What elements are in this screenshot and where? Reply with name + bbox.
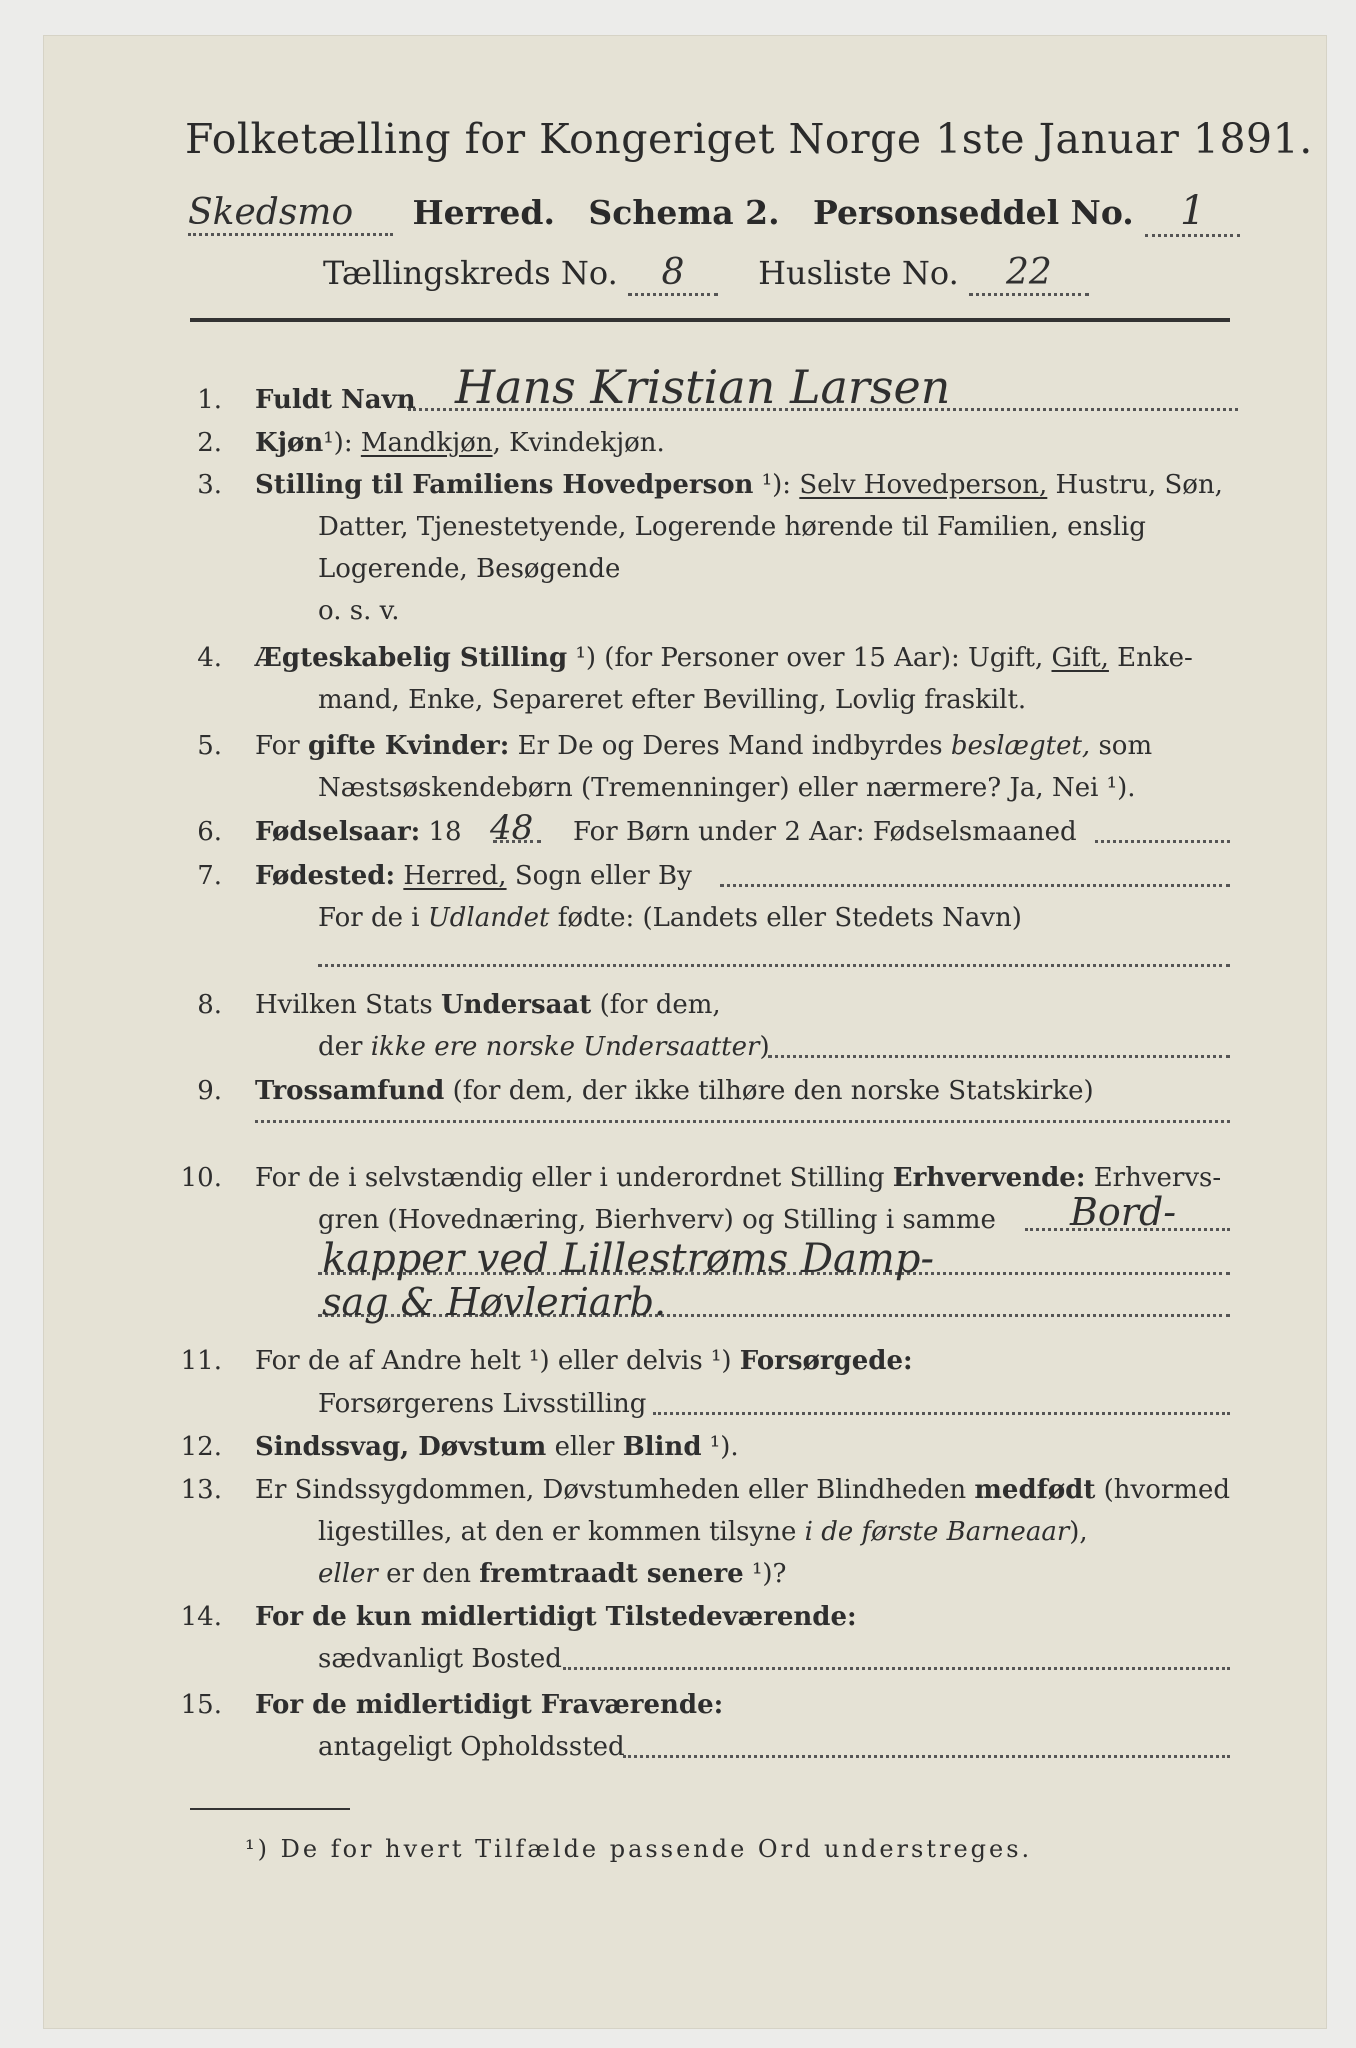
kreds-line xyxy=(323,252,1089,296)
item-number: 14. xyxy=(180,1602,222,1632)
schema-label: Schema 2. xyxy=(588,193,780,232)
header-rule xyxy=(190,318,1230,322)
answer-line xyxy=(1095,840,1230,843)
question-medfodt-cont: ligestilles, at den er kommen tilsyne i de første Barneaar), xyxy=(318,1517,1088,1547)
answer-line xyxy=(623,1755,1230,1758)
item-number: 2. xyxy=(197,428,222,458)
question-opholdssted: antageligt Opholdssted xyxy=(318,1732,625,1762)
item-number: 8. xyxy=(197,990,222,1020)
personseddel-value: 1 xyxy=(1145,188,1240,237)
question-medfodt: Er Sindssygdommen, Døvstumheden eller Blindheden medfødt (hvormed xyxy=(255,1475,1230,1505)
question-undersaat-cont: der ikke ere norske Undersaatter) xyxy=(318,1032,770,1062)
answer-occupation: Bord- xyxy=(1070,1190,1177,1234)
item-number: 4. xyxy=(197,643,222,673)
question-trossamfund: Trossamfund (for dem, der ikke tilhøre den norske Statskirke) xyxy=(255,1076,1094,1106)
question-sindssvag: Sindssvag, Døvstum eller Blind ¹). xyxy=(255,1432,739,1462)
item-number: 3. xyxy=(197,470,222,500)
herred-value: Skedsmo xyxy=(188,192,393,236)
item-number: 9. xyxy=(197,1076,222,1106)
item-number: 13. xyxy=(180,1475,222,1505)
question-tilstedevaerende: For de kun midlertidigt Tilstedeværende: xyxy=(255,1602,857,1632)
question-fravaerende: For de midlertidigt Fraværende: xyxy=(255,1690,724,1720)
question-erhverv: For de i selvstændig eller i underordnet Stilling Erhvervende: Erhvervs- xyxy=(255,1163,1222,1193)
answer-occupation: kapper ved Lillestrøms Damp- xyxy=(322,1236,934,1282)
question-fodselsaar: Fødselsaar: 18 xyxy=(255,817,462,847)
question-fodselsmaaned: For Børn under 2 Aar: Fødselsmaaned xyxy=(573,817,1077,847)
item-number: 1. xyxy=(197,385,222,415)
question-forsorger: Forsørgerens Livsstilling xyxy=(318,1389,647,1419)
kreds-label: Tællingskreds No. xyxy=(323,254,618,292)
question-aegteskab: Ægteskabelig Stilling ¹) (for Personer over 15 Aar): Ugift, Gift, Enke- xyxy=(255,643,1193,673)
question-stilling-cont: Datter, Tjenestetyende, Logerende hørende til Familien, enslig xyxy=(318,512,1146,542)
answer-year: 48 xyxy=(490,808,534,848)
footnote-rule xyxy=(190,1808,350,1810)
item-number: 6. xyxy=(197,817,222,847)
answer-name: Hans Kristian Larsen xyxy=(455,360,951,414)
question-undersaat: Hvilken Stats Undersaat (for dem, xyxy=(255,990,721,1020)
answer-line xyxy=(255,1120,1230,1123)
question-bosted: sædvanligt Bosted xyxy=(318,1644,562,1674)
label-fuldt-navn: Fuldt Navn xyxy=(255,385,416,415)
item-number: 11. xyxy=(180,1346,222,1376)
item-number: 5. xyxy=(197,731,222,761)
question-udlandet: For de i Udlandet fødte: (Landets eller Stedets Navn) xyxy=(318,903,1022,933)
kreds-value: 8 xyxy=(628,252,718,296)
herred-line xyxy=(188,188,1240,237)
question-stilling-cont: Logerende, Besøgende xyxy=(318,554,621,584)
item-number: 12. xyxy=(180,1432,222,1462)
herred-label: Herred. xyxy=(412,193,555,232)
question-stilling: Stilling til Familiens Hovedperson ¹): Selv Hovedperson, Hustru, Søn, xyxy=(255,470,1223,500)
answer-line xyxy=(720,884,1230,887)
answer-occupation: sag & Høvleriarb. xyxy=(322,1280,667,1324)
husliste-label: Husliste No. xyxy=(758,254,959,292)
answer-line xyxy=(318,964,1230,967)
question-aegteskab-cont: mand, Enke, Separeret efter Bevilling, Lovlig fraskilt. xyxy=(318,685,1027,715)
question-erhverv-cont: gren (Hovednæring, Bierhverv) og Stilling i samme xyxy=(318,1205,996,1235)
item-number: 7. xyxy=(197,861,222,891)
answer-line xyxy=(768,1055,1230,1058)
answer-line xyxy=(653,1412,1230,1415)
question-gifte-kvinder: For gifte Kvinder: Er De og Deres Mand indbyrdes beslægtet, som xyxy=(255,731,1153,761)
personseddel-label: Personseddel No. xyxy=(813,193,1134,232)
question-kjon: Kjøn¹): Mandkjøn, Kvindekjøn. xyxy=(255,428,665,458)
item-number: 10. xyxy=(180,1163,222,1193)
question-fodested: Fødested: Herred, Sogn eller By xyxy=(255,861,692,891)
husliste-value: 22 xyxy=(969,252,1089,296)
item-number: 15. xyxy=(180,1690,222,1720)
question-gifte-kvinder-cont: Næstsøskendebørn (Tremenninger) eller nærmere? Ja, Nei ¹). xyxy=(318,773,1136,803)
question-medfodt-cont: eller er den fremtraadt senere ¹)? xyxy=(318,1559,787,1589)
answer-line xyxy=(563,1667,1230,1670)
question-forsorgede: For de af Andre helt ¹) eller delvis ¹) Forsørgede: xyxy=(255,1346,913,1376)
question-stilling-cont: o. s. v. xyxy=(318,596,400,626)
footnote: ¹) De for hvert Tilfælde passende Ord understreges. xyxy=(245,1835,1033,1863)
page-title: Folketælling for Kongeriget Norge 1ste Januar 1891. xyxy=(185,115,1313,163)
